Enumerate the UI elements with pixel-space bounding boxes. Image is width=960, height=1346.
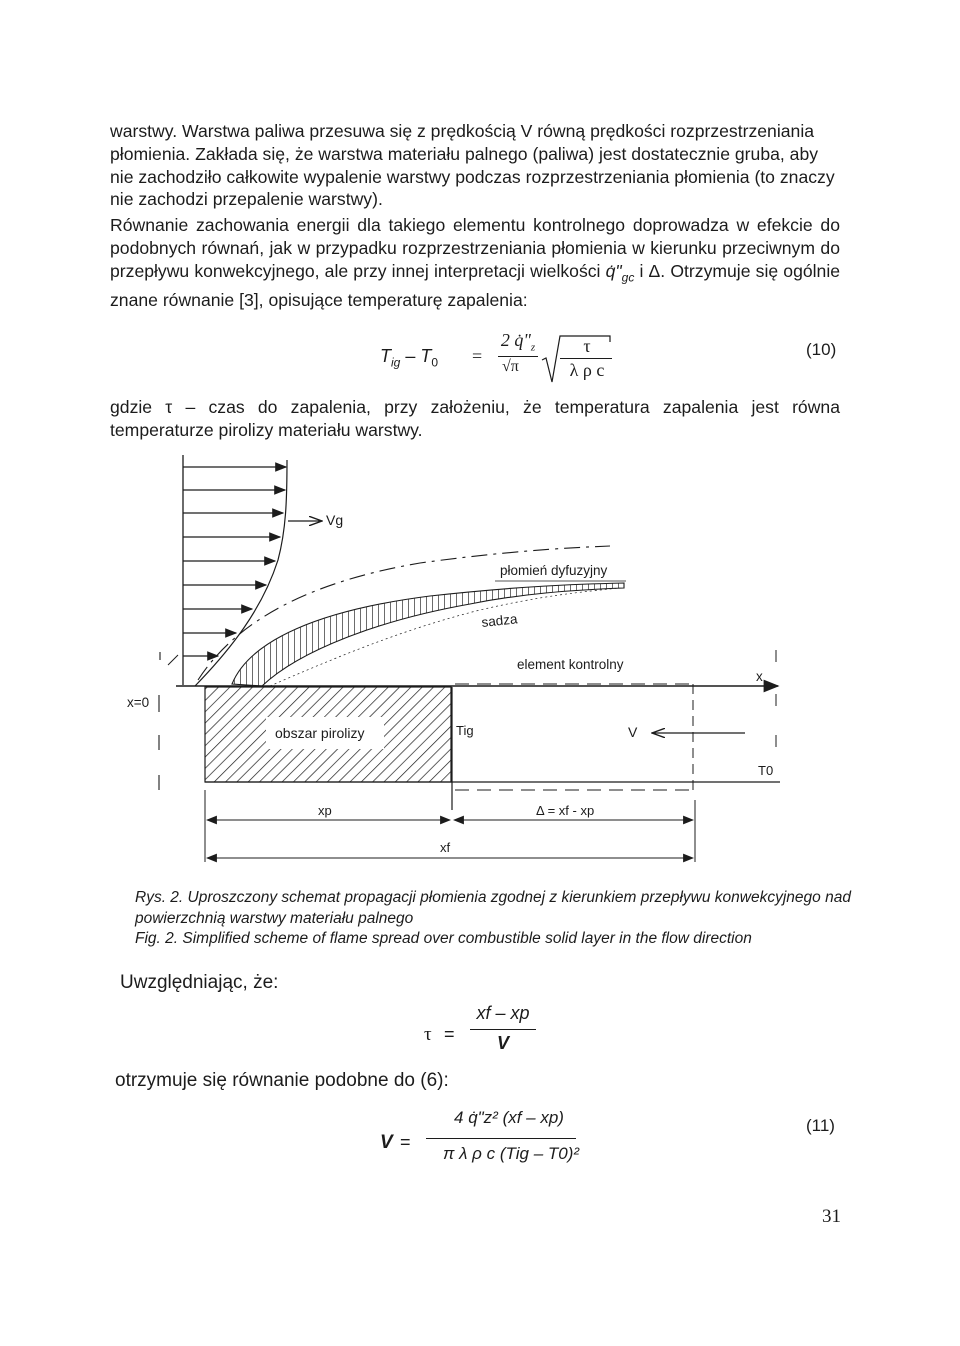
eq10-t0: T (420, 346, 432, 366)
eq11-lhs: V (380, 1132, 393, 1153)
xp-dimension-label: xp (318, 803, 332, 818)
tau-lhs: τ (424, 1024, 432, 1045)
paragraph-tau-definition: gdzie τ – czas do zapalenia, przy założeniu, że temperatura zapalenia jest równa temperaturze pirolizy materiału warstwy. (110, 397, 840, 440)
eq10-num-text: 2 q̇" (500, 330, 531, 350)
ignition-temperature-label: Tig (456, 723, 474, 738)
eq11-denominator: π λ ρ c (Tig – T0)² (442, 1144, 580, 1163)
tau-fraction-bar (470, 1029, 536, 1030)
eq10-fraction-bar (498, 356, 538, 357)
eq10-denominator: √π (502, 358, 519, 375)
equation-11-number: (11) (806, 1116, 835, 1135)
equation-11 (380, 1106, 610, 1176)
left-tick-2 (168, 655, 178, 665)
heat-flux-symbol: q̇" (605, 260, 622, 281)
paragraph-energy-equation (110, 214, 840, 312)
delta-dimension-label: Δ = xf - xp (536, 803, 595, 818)
eq10-equals: = (472, 346, 483, 366)
eq10-sqrt-bar (560, 358, 612, 359)
eq10-lhs (380, 346, 438, 370)
control-element-label: element kontrolny (517, 657, 624, 672)
eq10-minus: – (400, 346, 421, 366)
eq10-sqrt-denominator: λ ρ c (569, 360, 605, 380)
flame-label: płomień dyfuzyjny (500, 563, 608, 578)
eq11-numerator: 4 q̇"z² (xf – xp) (454, 1108, 564, 1127)
tau-denominator: V (496, 1033, 509, 1053)
velocity-profile-arrows (183, 467, 286, 656)
eq10-ig-sub: ig (391, 355, 401, 370)
equation-10-number: (10) (806, 340, 837, 359)
paragraph-energy-text: Równanie zachowania energii dla takiego elementu kontrolnego doprowadza w efekcie do podobnych równań, jak w przypadku rozprzestrzeniania płomienia w kierunku przeciwnym do przepływu konwekcyjnego, ale przy innej interpretacji wielkości (110, 215, 840, 281)
tau-equals: = (444, 1024, 455, 1044)
paragraph-obtained: otrzymuje się równanie podobne do (6): (115, 1070, 449, 1091)
spread-velocity-label: V (628, 724, 638, 740)
equation-10 (380, 330, 650, 386)
eq10-t: T (380, 346, 391, 366)
paragraph-given-that: Uwzględniając, że: (120, 972, 279, 993)
heat-flux-subscript: gc (621, 270, 635, 285)
ambient-temperature-label: T0 (758, 763, 774, 778)
soot-label: sadza (480, 611, 519, 630)
eq10-sqrt-numerator: τ (583, 336, 591, 356)
flame-spread-diagram (0, 440, 960, 880)
eq11-equals: = (400, 1132, 411, 1152)
eq10-zero-sub: 0 (431, 355, 439, 370)
and-delta-text: i Δ. (634, 260, 666, 281)
eq10-numerator (498, 330, 538, 354)
pyrolysis-label: obszar pirolizy (275, 725, 365, 741)
tau-numerator: xf – xp (476, 1003, 530, 1023)
gas-velocity-label: Vg (326, 512, 344, 528)
page-number: 31 (822, 1206, 841, 1227)
figure-caption-english: Fig. 2. Simplified scheme of flame spread over combustible solid layer in the flow direction (135, 930, 752, 947)
eq11-fraction-bar (426, 1138, 576, 1139)
paragraph-energy-end: Otrzymuje się ogólnie znane równanie [3], opisujące temperaturę zapalenia: (110, 260, 841, 310)
figure-caption-polish: Rys. 2. Uproszczony schemat propagacji płomienia zgodnej z kierunkiem przepływu konwekcyjnego nad powierzchnią warstwy materiału palnego (135, 889, 851, 927)
paragraph-intro: warstwy. Warstwa paliwa przesuwa się z prędkością V równą prędkości rozprzestrzeniania płomienia. Zakłada się, że warstwa materiału palnego (paliwa) jest dostatecznie gruba, aby nie zachodziło całkowite wypalenie warstwy podczas rozprzestrzeniania płomienia (to znaczy nie zachodzi przepalenie warstwy). (110, 121, 835, 210)
eq10-num-sub: z (530, 341, 536, 354)
equation-tau (424, 1003, 544, 1063)
x-axis-label: x (756, 669, 763, 684)
origin-label: x=0 (127, 695, 150, 710)
xf-dimension-label: xf (440, 840, 451, 855)
